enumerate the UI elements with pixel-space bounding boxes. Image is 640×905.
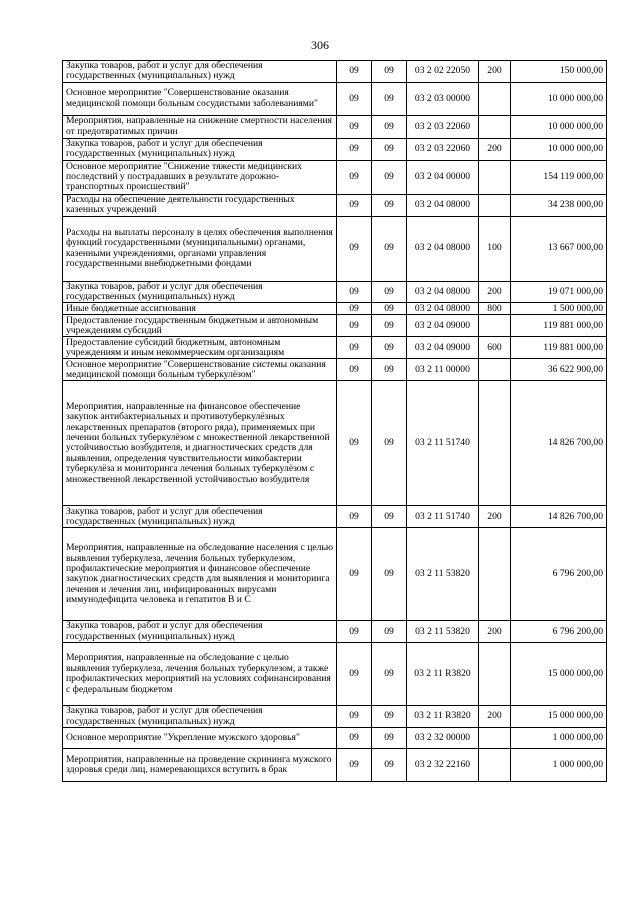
table-row bbox=[63, 138, 607, 160]
page-number: 306 bbox=[311, 38, 329, 52]
row-section: 09 bbox=[337, 138, 372, 160]
row-target-article: 03 2 03 00000 bbox=[407, 82, 479, 115]
table-row bbox=[63, 115, 607, 138]
row-expense-type bbox=[479, 194, 511, 216]
row-subsection: 09 bbox=[372, 621, 407, 643]
row-name: Основное мероприятие "Совершенствование оказания медицинской помощи больным сосудистыми заболеваниями" bbox=[63, 82, 337, 115]
row-expense-type: 200 bbox=[479, 281, 511, 303]
row-amount: 119 881 000,00 bbox=[511, 315, 607, 337]
row-expense-type bbox=[479, 643, 511, 706]
row-subsection: 09 bbox=[372, 315, 407, 337]
row-section: 09 bbox=[337, 528, 372, 621]
row-name: Мероприятия, направленные на обследование с целью выявления туберкулеза, лечения больных туберкулезом, а также профилактических мероприятий на условиях софинансирования с федеральным бюджетом bbox=[63, 643, 337, 706]
row-amount: 36 622 900,00 bbox=[511, 359, 607, 381]
row-name: Закупка товаров, работ и услуг для обеспечения государственных (муниципальных) нужд bbox=[63, 281, 337, 303]
row-name: Закупка товаров, работ и услуг для обеспечения государственных (муниципальных) нужд bbox=[63, 61, 337, 83]
row-target-article: 03 2 11 53820 bbox=[407, 528, 479, 621]
row-expense-type bbox=[479, 728, 511, 749]
row-section: 09 bbox=[337, 506, 372, 528]
row-target-article: 03 2 11 00000 bbox=[407, 359, 479, 381]
row-amount: 150 000,00 bbox=[511, 61, 607, 83]
budget-table bbox=[62, 60, 607, 782]
row-target-article: 03 2 04 09000 bbox=[407, 315, 479, 337]
row-subsection: 09 bbox=[372, 728, 407, 749]
row-target-article: 03 2 03 22060 bbox=[407, 138, 479, 160]
row-subsection: 09 bbox=[372, 216, 407, 281]
row-target-article: 03 2 11 51740 bbox=[407, 506, 479, 528]
row-target-article: 03 2 04 08000 bbox=[407, 303, 479, 315]
row-subsection: 09 bbox=[372, 749, 407, 782]
row-section: 09 bbox=[337, 82, 372, 115]
row-subsection: 09 bbox=[372, 506, 407, 528]
row-amount: 34 238 000,00 bbox=[511, 194, 607, 216]
table-row bbox=[63, 194, 607, 216]
row-expense-type: 200 bbox=[479, 706, 511, 728]
row-target-article: 03 2 32 22160 bbox=[407, 749, 479, 782]
row-subsection: 09 bbox=[372, 528, 407, 621]
table-row bbox=[63, 281, 607, 303]
table-row bbox=[63, 621, 607, 643]
row-name: Иные бюджетные ассигнования bbox=[63, 303, 337, 315]
row-name: Мероприятия, направленные на проведение скрининга мужского здоровья среди лиц, намеревающихся вступить в брак bbox=[63, 749, 337, 782]
table-row bbox=[63, 381, 607, 506]
row-name: Предоставление субсидий бюджетным, автономным учреждениям и иным некоммерческим организациям bbox=[63, 337, 337, 359]
row-subsection: 09 bbox=[372, 82, 407, 115]
row-section: 09 bbox=[337, 315, 372, 337]
row-expense-type bbox=[479, 528, 511, 621]
row-target-article: 03 2 32 00000 bbox=[407, 728, 479, 749]
row-amount: 19 071 000,00 bbox=[511, 281, 607, 303]
row-target-article: 03 2 11 53820 bbox=[407, 621, 479, 643]
row-expense-type bbox=[479, 749, 511, 782]
row-target-article: 03 2 11 51740 bbox=[407, 381, 479, 506]
row-section: 09 bbox=[337, 194, 372, 216]
row-target-article: 03 2 02 22050 bbox=[407, 61, 479, 83]
row-name: Предоставление государственным бюджетным и автономным учреждениям субсидий bbox=[63, 315, 337, 337]
row-name: Мероприятия, направленные на финансовое обеспечение закупок антибактериальных и противотуберкулёзных лекарственных препаратов (второго ряда), применяемых при лечении больных туберкулёзом с множественной лекарственной устойчивостью возбудителя, и диагностических средств для выявления, определения чувствительности микобактерии туберкулёза и мониторинга лечения больных туберкулёзом с множественной лекарственной устойчивостью возбудителя bbox=[63, 381, 337, 506]
row-expense-type: 100 bbox=[479, 216, 511, 281]
row-target-article: 03 2 04 09000 bbox=[407, 337, 479, 359]
row-name: Расходы на выплаты персоналу в целях обеспечения выполнения функций государственными (муниципальными) органами, казенными учреждениями, органами управления государственными внебюджетными фондами bbox=[63, 216, 337, 281]
row-name: Мероприятия, направленные на обследование населения с целью выявления туберкулеза, лечения больных туберкулезом, профилактические мероприятия и финансовое обеспечение закупок диагностических средств для выявления и мониторинга лечения и лечения лиц, инфицированных вирусами иммунодефицита человека и гепатитов В и С bbox=[63, 528, 337, 621]
row-name: Расходы на обеспечение деятельности государственных казенных учреждений bbox=[63, 194, 337, 216]
row-target-article: 03 2 04 00000 bbox=[407, 160, 479, 194]
row-amount: 15 000 000,00 bbox=[511, 706, 607, 728]
row-amount: 10 000 000,00 bbox=[511, 82, 607, 115]
table-row bbox=[63, 315, 607, 337]
row-amount: 14 826 700,00 bbox=[511, 381, 607, 506]
row-subsection: 09 bbox=[372, 61, 407, 83]
row-amount: 6 796 200,00 bbox=[511, 528, 607, 621]
row-expense-type: 800 bbox=[479, 303, 511, 315]
row-amount: 1 000 000,00 bbox=[511, 749, 607, 782]
row-name: Основное мероприятие "Снижение тяжести медицинских последствий у пострадавших в результате дорожно-транспортных происшествий" bbox=[63, 160, 337, 194]
row-subsection: 09 bbox=[372, 706, 407, 728]
row-name: Основное мероприятие "Укрепление мужского здоровья" bbox=[63, 728, 337, 749]
row-expense-type bbox=[479, 82, 511, 115]
table-row bbox=[63, 728, 607, 749]
row-target-article: 03 2 11 R3820 bbox=[407, 643, 479, 706]
row-expense-type: 200 bbox=[479, 138, 511, 160]
row-subsection: 09 bbox=[372, 281, 407, 303]
row-section: 09 bbox=[337, 337, 372, 359]
row-amount: 10 000 000,00 bbox=[511, 115, 607, 138]
table-row bbox=[63, 82, 607, 115]
row-subsection: 09 bbox=[372, 194, 407, 216]
row-subsection: 09 bbox=[372, 160, 407, 194]
table-row bbox=[63, 749, 607, 782]
row-subsection: 09 bbox=[372, 115, 407, 138]
row-expense-type: 200 bbox=[479, 506, 511, 528]
row-section: 09 bbox=[337, 621, 372, 643]
row-section: 09 bbox=[337, 115, 372, 138]
row-amount: 14 826 700,00 bbox=[511, 506, 607, 528]
table-row bbox=[63, 337, 607, 359]
table-row bbox=[63, 303, 607, 315]
row-subsection: 09 bbox=[372, 138, 407, 160]
table-row bbox=[63, 528, 607, 621]
row-subsection: 09 bbox=[372, 359, 407, 381]
row-section: 09 bbox=[337, 381, 372, 506]
row-expense-type bbox=[479, 160, 511, 194]
row-name: Закупка товаров, работ и услуг для обеспечения государственных (муниципальных) нужд bbox=[63, 621, 337, 643]
row-target-article: 03 2 04 08000 bbox=[407, 216, 479, 281]
row-section: 09 bbox=[337, 706, 372, 728]
row-expense-type bbox=[479, 381, 511, 506]
row-expense-type: 200 bbox=[479, 621, 511, 643]
row-target-article: 03 2 11 R3820 bbox=[407, 706, 479, 728]
row-amount: 119 881 000,00 bbox=[511, 337, 607, 359]
row-amount: 1 500 000,00 bbox=[511, 303, 607, 315]
row-section: 09 bbox=[337, 359, 372, 381]
row-name: Закупка товаров, работ и услуг для обеспечения государственных (муниципальных) нужд bbox=[63, 506, 337, 528]
row-section: 09 bbox=[337, 160, 372, 194]
row-section: 09 bbox=[337, 728, 372, 749]
row-section: 09 bbox=[337, 643, 372, 706]
row-subsection: 09 bbox=[372, 381, 407, 506]
row-name: Закупка товаров, работ и услуг для обеспечения государственных (муниципальных) нужд bbox=[63, 138, 337, 160]
row-section: 09 bbox=[337, 281, 372, 303]
row-name: Основное мероприятие "Совершенствование системы оказания медицинской помощи больным туберкулёзом" bbox=[63, 359, 337, 381]
row-subsection: 09 bbox=[372, 303, 407, 315]
row-subsection: 09 bbox=[372, 337, 407, 359]
row-name: Закупка товаров, работ и услуг для обеспечения государственных (муниципальных) нужд bbox=[63, 706, 337, 728]
row-expense-type: 200 bbox=[479, 61, 511, 83]
row-target-article: 03 2 04 08000 bbox=[407, 194, 479, 216]
row-target-article: 03 2 04 08000 bbox=[407, 281, 479, 303]
row-amount: 10 000 000,00 bbox=[511, 138, 607, 160]
row-subsection: 09 bbox=[372, 643, 407, 706]
row-expense-type: 600 bbox=[479, 337, 511, 359]
row-amount: 6 796 200,00 bbox=[511, 621, 607, 643]
row-expense-type bbox=[479, 115, 511, 138]
row-section: 09 bbox=[337, 216, 372, 281]
row-expense-type bbox=[479, 315, 511, 337]
row-amount: 13 667 000,00 bbox=[511, 216, 607, 281]
table-row bbox=[63, 706, 607, 728]
row-amount: 1 000 000,00 bbox=[511, 728, 607, 749]
table-row bbox=[63, 643, 607, 706]
row-section: 09 bbox=[337, 749, 372, 782]
row-amount: 154 119 000,00 bbox=[511, 160, 607, 194]
table-row bbox=[63, 359, 607, 381]
row-expense-type bbox=[479, 359, 511, 381]
table-row bbox=[63, 160, 607, 194]
table-row bbox=[63, 506, 607, 528]
table-row bbox=[63, 61, 607, 83]
row-section: 09 bbox=[337, 61, 372, 83]
row-target-article: 03 2 03 22060 bbox=[407, 115, 479, 138]
row-amount: 15 000 000,00 bbox=[511, 643, 607, 706]
table-row bbox=[63, 216, 607, 281]
row-section: 09 bbox=[337, 303, 372, 315]
row-name: Мероприятия, направленные на снижение смертности населения от предотвратимых причин bbox=[63, 115, 337, 138]
